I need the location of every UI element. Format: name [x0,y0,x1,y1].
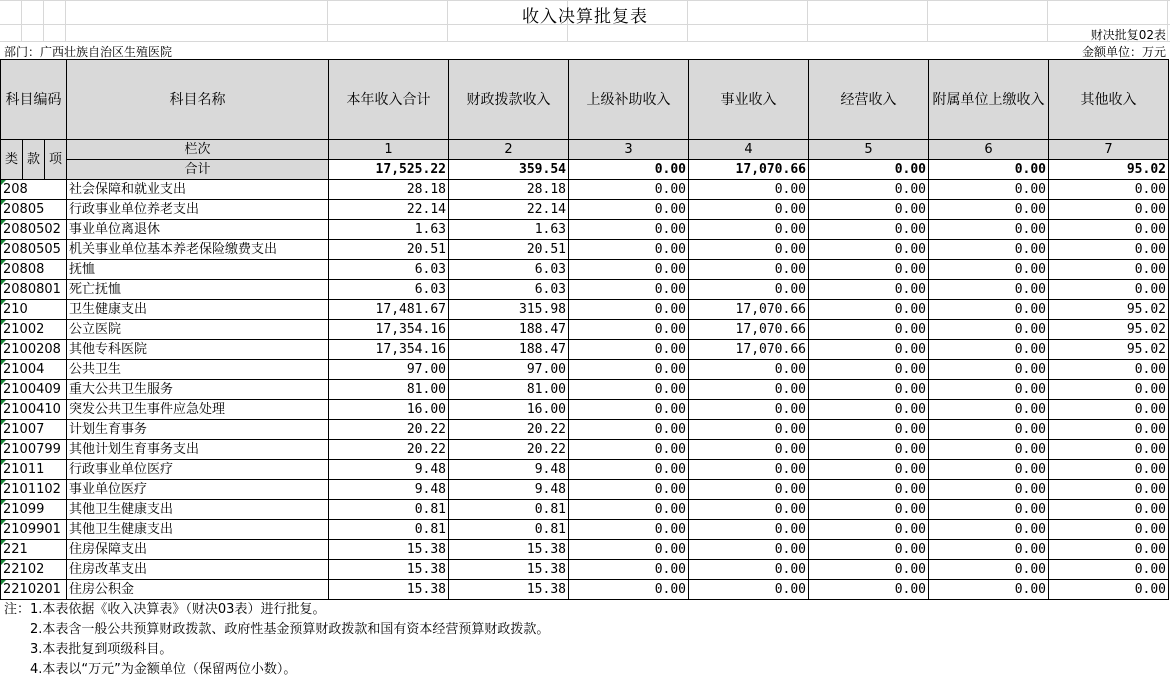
subject-name[interactable]: 公共卫生 [67,360,329,380]
amount-cell-col-4[interactable]: 17,070.66 [689,300,809,320]
amount-cell-col-5[interactable]: 0.00 [809,460,929,480]
subject-name[interactable]: 住房改革支出 [67,560,329,580]
amount-cell-col-1[interactable]: 16.00 [329,400,449,420]
subject-name[interactable]: 住房保障支出 [67,540,329,560]
table-row [1,320,1169,340]
subject-code[interactable]: 21099 [1,500,67,520]
amount-cell-col-5[interactable]: 0.00 [809,420,929,440]
amount-cell-col-2[interactable]: 0.81 [449,500,569,520]
amount-cell-col-3[interactable]: 0.00 [569,300,689,320]
table-row [1,180,1169,200]
amount-cell-col-1[interactable]: 15.38 [329,580,449,600]
header-col-7[interactable]: 其他收入 [1049,60,1169,140]
amount-cell-col-6[interactable]: 0.00 [929,540,1049,560]
header-col-6[interactable]: 附属单位上缴收入 [929,60,1049,140]
amount-cell-col-2[interactable]: 28.18 [449,180,569,200]
amount-cell-col-7[interactable]: 0.00 [1049,560,1169,580]
subject-name[interactable]: 行政事业单位养老支出 [67,200,329,220]
amount-cell-col-4[interactable]: 0.00 [689,220,809,240]
header-lei[interactable]: 类 [1,140,23,180]
col-num-1[interactable]: 1 [329,140,449,160]
header-row [1,60,1169,140]
amount-cell-col-2[interactable]: 6.03 [449,280,569,300]
subject-code[interactable]: 2100409 [1,380,67,400]
amount-cell-col-4[interactable]: 0.00 [689,520,809,540]
subject-name[interactable]: 行政事业单位医疗 [67,460,329,480]
total-label[interactable]: 合计 [67,160,329,180]
amount-cell-col-2[interactable]: 9.48 [449,480,569,500]
amount-cell-col-6[interactable]: 0.00 [929,220,1049,240]
subject-name[interactable]: 计划生育事务 [67,420,329,440]
amount-cell-col-7[interactable]: 0.00 [1049,460,1169,480]
amount-cell-col-7[interactable]: 0.00 [1049,420,1169,440]
amount-cell-col-7[interactable]: 95.02 [1049,320,1169,340]
subject-code[interactable]: 208 [1,180,67,200]
col-num-6[interactable]: 6 [929,140,1049,160]
subject-name[interactable]: 社会保障和就业支出 [67,180,329,200]
subject-name[interactable]: 事业单位离退休 [67,220,329,240]
subject-name[interactable]: 卫生健康支出 [67,300,329,320]
amount-cell-col-5[interactable]: 0.00 [809,360,929,380]
subject-code[interactable]: 2100410 [1,400,67,420]
amount-cell-col-3[interactable]: 0.00 [569,520,689,540]
total-value-1[interactable]: 17,525.22 [329,160,449,180]
amount-cell-col-2[interactable]: 6.03 [449,260,569,280]
lanci-label[interactable]: 栏次 [67,140,329,160]
header-col-2[interactable]: 财政拨款收入 [449,60,569,140]
subject-name[interactable]: 死亡抚恤 [67,280,329,300]
col-num-5[interactable]: 5 [809,140,929,160]
amount-cell-col-6[interactable]: 0.00 [929,420,1049,440]
amount-cell-col-7[interactable]: 0.00 [1049,520,1169,540]
amount-cell-col-7[interactable]: 0.00 [1049,280,1169,300]
amount-cell-col-5[interactable]: 0.00 [809,440,929,460]
amount-cell-col-6[interactable]: 0.00 [929,200,1049,220]
amount-cell-col-5[interactable]: 0.00 [809,520,929,540]
amount-cell-col-3[interactable]: 0.00 [569,480,689,500]
amount-cell-col-4[interactable]: 0.00 [689,480,809,500]
amount-cell-col-4[interactable]: 0.00 [689,240,809,260]
amount-cell-col-2[interactable]: 188.47 [449,340,569,360]
amount-cell-col-6[interactable]: 0.00 [929,580,1049,600]
amount-cell-col-5[interactable]: 0.00 [809,320,929,340]
subject-name[interactable]: 其他专科医院 [67,340,329,360]
amount-cell-col-4[interactable]: 0.00 [689,580,809,600]
subject-name[interactable]: 公立医院 [67,320,329,340]
subject-name[interactable]: 突发公共卫生事件应急处理 [67,400,329,420]
header-col-1[interactable]: 本年收入合计 [329,60,449,140]
amount-cell-col-3[interactable]: 0.00 [569,280,689,300]
amount-cell-col-3[interactable]: 0.00 [569,200,689,220]
amount-cell-col-7[interactable]: 0.00 [1049,540,1169,560]
subject-code[interactable]: 22102 [1,560,67,580]
amount-cell-col-5[interactable]: 0.00 [809,300,929,320]
amount-cell-col-1[interactable]: 6.03 [329,280,449,300]
amount-cell-col-6[interactable]: 0.00 [929,360,1049,380]
table-row [1,380,1169,400]
subject-code[interactable]: 2109901 [1,520,67,540]
department-label: 部门：广西壮族自治区生殖医院 [4,45,173,59]
amount-cell-col-5[interactable]: 0.00 [809,340,929,360]
subject-code[interactable]: 21004 [1,360,67,380]
header-col-5[interactable]: 经营收入 [809,60,929,140]
amount-cell-col-6[interactable]: 0.00 [929,440,1049,460]
amount-cell-col-2[interactable]: 15.38 [449,560,569,580]
amount-cell-col-2[interactable]: 20.22 [449,420,569,440]
subject-code[interactable]: 2100208 [1,340,67,360]
amount-cell-col-5[interactable]: 0.00 [809,400,929,420]
table-row [1,480,1169,500]
table-row [1,560,1169,580]
amount-cell-col-7[interactable]: 0.00 [1049,260,1169,280]
table-row [1,360,1169,380]
subject-code[interactable]: 20805 [1,200,67,220]
amount-cell-col-2[interactable]: 20.22 [449,440,569,460]
table-row [1,240,1169,260]
amount-cell-col-7[interactable]: 0.00 [1049,220,1169,240]
amount-cell-col-3[interactable]: 0.00 [569,380,689,400]
income-table [0,59,1169,600]
amount-cell-col-2[interactable]: 188.47 [449,320,569,340]
amount-cell-col-5[interactable]: 0.00 [809,540,929,560]
amount-cell-col-5[interactable]: 0.00 [809,560,929,580]
amount-cell-col-5[interactable]: 0.00 [809,580,929,600]
amount-cell-col-3[interactable]: 0.00 [569,240,689,260]
amount-cell-col-3[interactable]: 0.00 [569,360,689,380]
amount-cell-col-4[interactable]: 0.00 [689,400,809,420]
header-kuan[interactable]: 款 [23,140,45,180]
table-row [1,460,1169,480]
amount-cell-col-7[interactable]: 0.00 [1049,360,1169,380]
amount-cell-col-3[interactable]: 0.00 [569,560,689,580]
amount-cell-col-7[interactable]: 0.00 [1049,580,1169,600]
table-row [1,400,1169,420]
amount-cell-col-6[interactable]: 0.00 [929,520,1049,540]
note-1: 注：1.本表依据《收入决算表》（财决03表）进行批复。 [4,602,326,617]
header-xiang[interactable]: 项 [45,140,67,180]
header-code[interactable]: 科目编码 [1,60,67,140]
amount-cell-col-4[interactable]: 17,070.66 [689,340,809,360]
amount-cell-col-6[interactable]: 0.00 [929,400,1049,420]
subject-code[interactable]: 2080505 [1,240,67,260]
amount-cell-col-6[interactable]: 0.00 [929,460,1049,480]
amount-cell-col-2[interactable]: 15.38 [449,580,569,600]
subject-code[interactable]: 20808 [1,260,67,280]
amount-cell-col-6[interactable]: 0.00 [929,180,1049,200]
amount-cell-col-2[interactable]: 0.81 [449,520,569,540]
total-row [1,160,1169,180]
col-num-7[interactable]: 7 [1049,140,1169,160]
amount-cell-col-2[interactable]: 20.51 [449,240,569,260]
subject-code[interactable]: 21011 [1,460,67,480]
amount-cell-col-6[interactable]: 0.00 [929,260,1049,280]
amount-cell-col-3[interactable]: 0.00 [569,180,689,200]
subject-name[interactable]: 其他卫生健康支出 [67,520,329,540]
amount-cell-col-2[interactable]: 315.98 [449,300,569,320]
amount-cell-col-1[interactable]: 81.00 [329,380,449,400]
amount-cell-col-1[interactable]: 15.38 [329,560,449,580]
note-3: 3.本表批复到项级科目。 [30,642,173,657]
amount-cell-col-4[interactable]: 0.00 [689,540,809,560]
unit-label: 金额单位：万元 [1081,45,1166,59]
total-value-6[interactable]: 0.00 [929,160,1049,180]
table-row [1,520,1169,540]
subject-code[interactable]: 221 [1,540,67,560]
amount-cell-col-1[interactable]: 0.81 [329,520,449,540]
subject-code[interactable]: 21002 [1,320,67,340]
amount-cell-col-7[interactable]: 0.00 [1049,440,1169,460]
amount-cell-col-7[interactable]: 95.02 [1049,340,1169,360]
amount-cell-col-5[interactable]: 0.00 [809,480,929,500]
amount-cell-col-4[interactable]: 0.00 [689,200,809,220]
amount-cell-col-3[interactable]: 0.00 [569,340,689,360]
amount-cell-col-6[interactable]: 0.00 [929,480,1049,500]
amount-cell-col-3[interactable]: 0.00 [569,260,689,280]
amount-cell-col-1[interactable]: 0.81 [329,500,449,520]
report-title: 收入决算批复表 [522,7,648,27]
col-num-4[interactable]: 4 [689,140,809,160]
amount-cell-col-7[interactable]: 0.00 [1049,400,1169,420]
amount-cell-col-5[interactable]: 0.00 [809,500,929,520]
amount-cell-col-7[interactable]: 95.02 [1049,300,1169,320]
amount-cell-col-7[interactable]: 0.00 [1049,380,1169,400]
amount-cell-col-1[interactable]: 17,481.67 [329,300,449,320]
amount-cell-col-4[interactable]: 0.00 [689,500,809,520]
subject-name[interactable]: 抚恤 [67,260,329,280]
amount-cell-col-7[interactable]: 0.00 [1049,180,1169,200]
amount-cell-col-1[interactable]: 97.00 [329,360,449,380]
amount-cell-col-6[interactable]: 0.00 [929,280,1049,300]
subject-code[interactable]: 2080502 [1,220,67,240]
amount-cell-col-3[interactable]: 0.00 [569,440,689,460]
amount-cell-col-3[interactable]: 0.00 [569,420,689,440]
notes-section [4,600,549,680]
amount-cell-col-1[interactable]: 17,354.16 [329,320,449,340]
amount-cell-col-7[interactable]: 0.00 [1049,500,1169,520]
col-num-2[interactable]: 2 [449,140,569,160]
subject-code[interactable]: 2100799 [1,440,67,460]
table-row [1,340,1169,360]
amount-cell-col-4[interactable]: 0.00 [689,560,809,580]
total-value-7[interactable]: 95.02 [1049,160,1169,180]
amount-cell-col-1[interactable]: 15.38 [329,540,449,560]
amount-cell-col-5[interactable]: 0.00 [809,180,929,200]
header-name[interactable]: 科目名称 [67,60,329,140]
subject-code[interactable]: 2080801 [1,280,67,300]
total-value-2[interactable]: 359.54 [449,160,569,180]
amount-cell-col-2[interactable]: 81.00 [449,380,569,400]
amount-cell-col-4[interactable]: 0.00 [689,440,809,460]
table-row [1,580,1169,600]
amount-cell-col-3[interactable]: 0.00 [569,220,689,240]
amount-cell-col-1[interactable]: 20.22 [329,440,449,460]
subject-name[interactable]: 重大公共卫生服务 [67,380,329,400]
amount-cell-col-2[interactable]: 16.00 [449,400,569,420]
amount-cell-col-7[interactable]: 0.00 [1049,480,1169,500]
amount-cell-col-2[interactable]: 15.38 [449,540,569,560]
amount-cell-col-3[interactable]: 0.00 [569,400,689,420]
amount-cell-col-3[interactable]: 0.00 [569,500,689,520]
amount-cell-col-4[interactable]: 0.00 [689,180,809,200]
amount-cell-col-1[interactable]: 9.48 [329,460,449,480]
amount-cell-col-3[interactable]: 0.00 [569,320,689,340]
amount-cell-col-6[interactable]: 0.00 [929,240,1049,260]
amount-cell-col-6[interactable]: 0.00 [929,320,1049,340]
total-value-4[interactable]: 17,070.66 [689,160,809,180]
amount-cell-col-3[interactable]: 0.00 [569,580,689,600]
amount-cell-col-1[interactable]: 17,354.16 [329,340,449,360]
subject-name[interactable]: 其他计划生育事务支出 [67,440,329,460]
amount-cell-col-5[interactable]: 0.00 [809,200,929,220]
amount-cell-col-1[interactable]: 6.03 [329,260,449,280]
amount-cell-col-4[interactable]: 0.00 [689,260,809,280]
table-row [1,260,1169,280]
amount-cell-col-5[interactable]: 0.00 [809,260,929,280]
table-row [1,200,1169,220]
table-row [1,500,1169,520]
table-row [1,300,1169,320]
amount-cell-col-6[interactable]: 0.00 [929,560,1049,580]
table-row [1,220,1169,240]
amount-cell-col-1[interactable]: 20.51 [329,240,449,260]
subject-name[interactable]: 机关事业单位基本养老保险缴费支出 [67,240,329,260]
amount-cell-col-6[interactable]: 0.00 [929,340,1049,360]
table-row [1,280,1169,300]
amount-cell-col-1[interactable]: 22.14 [329,200,449,220]
amount-cell-col-3[interactable]: 0.00 [569,460,689,480]
subject-name[interactable]: 其他卫生健康支出 [67,500,329,520]
col-num-3[interactable]: 3 [569,140,689,160]
note-2: 2.本表含一般公共预算财政拨款、政府性基金预算财政拨款和国有资本经营预算财政拨款。 [30,622,550,637]
amount-cell-col-4[interactable]: 0.00 [689,280,809,300]
amount-cell-col-6[interactable]: 0.00 [929,380,1049,400]
amount-cell-col-7[interactable]: 0.00 [1049,240,1169,260]
subject-code[interactable]: 210 [1,300,67,320]
total-value-5[interactable]: 0.00 [809,160,929,180]
note-4: 4.本表以“万元”为金额单位（保留两位小数）。 [30,662,297,677]
amount-cell-col-1[interactable]: 9.48 [329,480,449,500]
total-value-3[interactable]: 0.00 [569,160,689,180]
amount-cell-col-3[interactable]: 0.00 [569,540,689,560]
amount-cell-col-1[interactable]: 1.63 [329,220,449,240]
amount-cell-col-1[interactable]: 20.22 [329,420,449,440]
form-number: 财决批复02表 [1090,28,1166,42]
amount-cell-col-2[interactable]: 1.63 [449,220,569,240]
amount-cell-col-5[interactable]: 0.00 [809,380,929,400]
table-row [1,420,1169,440]
amount-cell-col-2[interactable]: 97.00 [449,360,569,380]
amount-cell-col-2[interactable]: 22.14 [449,200,569,220]
amount-cell-col-5[interactable]: 0.00 [809,280,929,300]
amount-cell-col-5[interactable]: 0.00 [809,240,929,260]
amount-cell-col-7[interactable]: 0.00 [1049,200,1169,220]
amount-cell-col-4[interactable]: 0.00 [689,360,809,380]
subject-code[interactable]: 21007 [1,420,67,440]
subject-name[interactable]: 住房公积金 [67,580,329,600]
amount-cell-col-2[interactable]: 9.48 [449,460,569,480]
amount-cell-col-4[interactable]: 17,070.66 [689,320,809,340]
subject-code[interactable]: 2101102 [1,480,67,500]
subject-code[interactable]: 2210201 [1,580,67,600]
amount-cell-col-5[interactable]: 0.00 [809,220,929,240]
header-col-3[interactable]: 上级补助收入 [569,60,689,140]
amount-cell-col-4[interactable]: 0.00 [689,380,809,400]
amount-cell-col-4[interactable]: 0.00 [689,420,809,440]
amount-cell-col-6[interactable]: 0.00 [929,300,1049,320]
amount-cell-col-4[interactable]: 0.00 [689,460,809,480]
amount-cell-col-1[interactable]: 28.18 [329,180,449,200]
lanci-row [1,140,1169,160]
table-row [1,440,1169,460]
subject-name[interactable]: 事业单位医疗 [67,480,329,500]
amount-cell-col-6[interactable]: 0.00 [929,500,1049,520]
header-col-4[interactable]: 事业收入 [689,60,809,140]
table-row [1,540,1169,560]
